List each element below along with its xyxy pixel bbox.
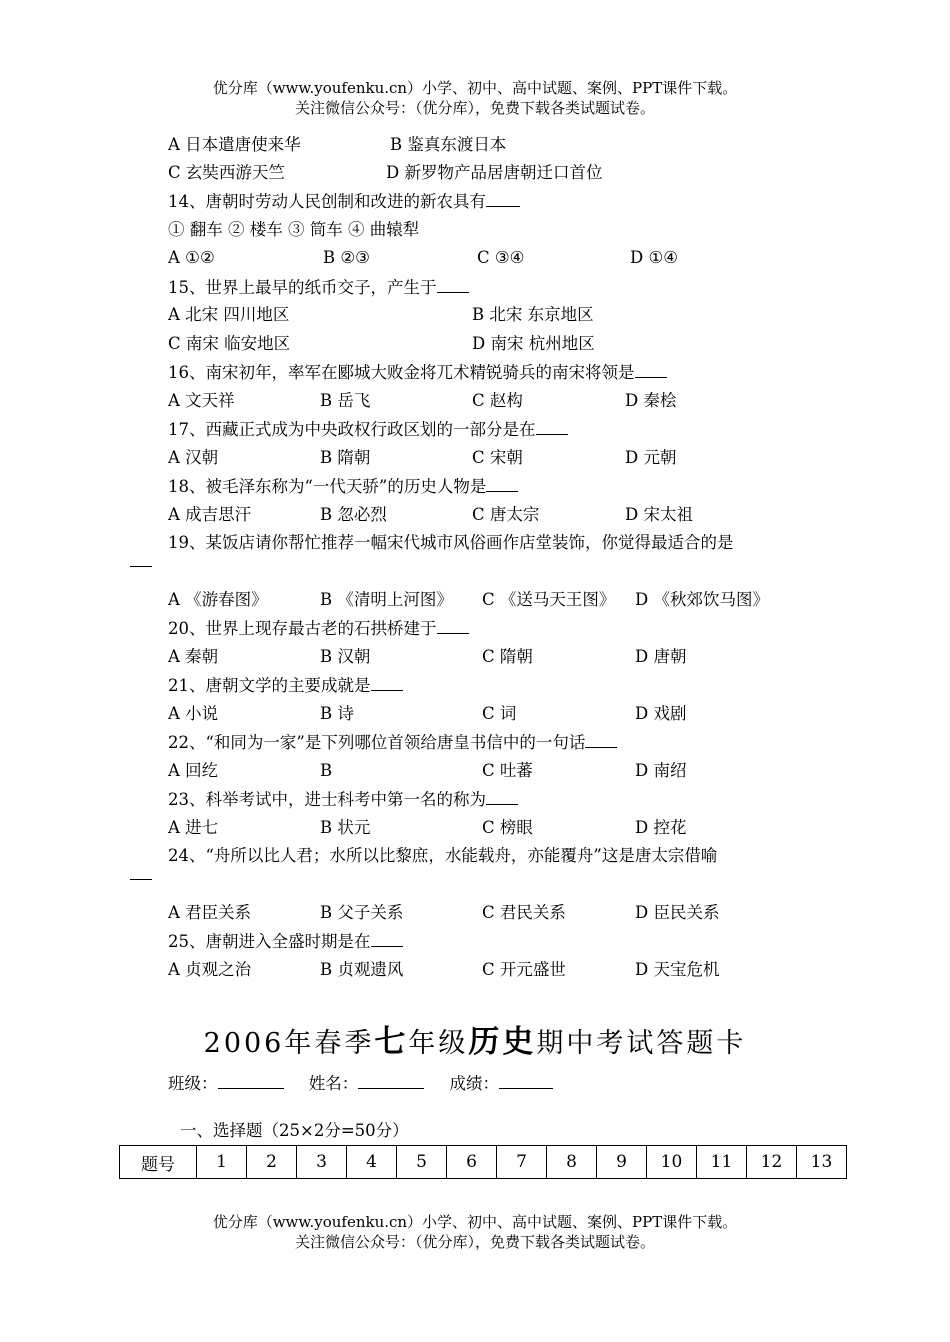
answer-blank bbox=[130, 879, 152, 880]
answer-blank bbox=[371, 674, 403, 691]
q22-stem: 22、“和同为一家”是下列哪位首领给唐皇书信中的一句话 bbox=[168, 731, 617, 754]
question-number-cell: 3 bbox=[297, 1146, 347, 1179]
q22-option-a: A 回纥 bbox=[168, 761, 219, 780]
q24-option-a: A 君臣关系 bbox=[168, 903, 252, 922]
q16-option-c: C 赵构 bbox=[472, 391, 523, 410]
q25-option-a: A 贞观之治 bbox=[168, 960, 252, 979]
q14-items: ① 翻车 ② 楼车 ③ 筒车 ④ 曲辕犁 bbox=[168, 220, 420, 239]
question-number-cell: 5 bbox=[397, 1146, 447, 1179]
q19-option-b: B 《清明上河图》 bbox=[320, 590, 453, 609]
answer-table bbox=[119, 1145, 847, 1179]
q18-option-a: A 成吉思汗 bbox=[168, 505, 252, 524]
question-number-cell: 4 bbox=[347, 1146, 397, 1179]
q21-option-b: B 诗 bbox=[320, 704, 354, 723]
q17-option-b: B 隋朝 bbox=[320, 448, 371, 467]
answer-blank bbox=[486, 475, 518, 492]
score-label: 成绩： bbox=[449, 1074, 499, 1093]
q19-option-c: C 《送马天王图》 bbox=[482, 590, 616, 609]
q23-option-b: B 状元 bbox=[320, 818, 371, 837]
score-field[interactable] bbox=[499, 1072, 553, 1089]
question-number-cell: 2 bbox=[247, 1146, 297, 1179]
q15-option-c: C 南宋 临安地区 bbox=[168, 334, 291, 353]
q15-option-b: B 北宋 东京地区 bbox=[472, 305, 594, 324]
q20-option-a: A 秦朝 bbox=[168, 647, 219, 666]
q22-option-b: B bbox=[320, 761, 333, 780]
answer-blank bbox=[486, 190, 520, 207]
q16-stem: 16、南宋初年，率军在郾城大败金将兀术精锐骑兵的南宋将领是 bbox=[168, 361, 667, 384]
q14-option-b: B ②③ bbox=[323, 248, 370, 267]
q20-option-b: B 汉朝 bbox=[320, 647, 371, 666]
q24-option-b: B 父子关系 bbox=[320, 903, 404, 922]
q13-option-a: A 日本遣唐使来华 bbox=[168, 135, 301, 154]
q20-option-d: D 唐朝 bbox=[635, 647, 687, 666]
question-number-cell: 13 bbox=[797, 1146, 847, 1179]
answer-blank bbox=[536, 418, 568, 435]
answer-blank bbox=[437, 617, 469, 634]
q19-option-a: A 《游春图》 bbox=[168, 590, 268, 609]
q18-option-b: B 忽必烈 bbox=[320, 505, 387, 524]
question-number-cell: 7 bbox=[497, 1146, 547, 1179]
answer-blank bbox=[371, 930, 403, 947]
q13-option-d: D 新罗物产品居唐朝迁口首位 bbox=[386, 163, 603, 182]
answer-card-title: 2006年春季七年级历史期中考试答题卡 bbox=[203, 1024, 747, 1060]
q16-option-b: B 岳飞 bbox=[320, 391, 371, 410]
q19-option-d: D 《秋郊饮马图》 bbox=[635, 590, 769, 609]
q17-option-a: A 汉朝 bbox=[168, 448, 219, 467]
q15-stem: 15、世界上最早的纸币交子，产生于 bbox=[168, 276, 469, 299]
q25-option-b: B 贞观遗风 bbox=[320, 960, 404, 979]
q14-option-d: D ①④ bbox=[630, 248, 679, 267]
q20-option-c: C 隋朝 bbox=[482, 647, 533, 666]
header-line-1: 优分库（www.youfenku.cn）小学、初中、高中试题、案例、PPT课件下载。 bbox=[212, 79, 738, 97]
question-number-cell: 6 bbox=[447, 1146, 497, 1179]
q13-option-b: B 鉴真东渡日本 bbox=[390, 135, 507, 154]
q23-stem: 23、科举考试中，进士科考中第一名的称为 bbox=[168, 788, 518, 811]
q20-stem: 20、世界上现存最古老的石拱桥建于 bbox=[168, 617, 469, 640]
q24-stem: 24、“舟所以比人君；水所以比黎庶，水能载舟，亦能覆舟”这是唐太宗借喻 bbox=[168, 846, 718, 865]
q25-option-c: C 开元盛世 bbox=[482, 960, 566, 979]
question-number-cell: 11 bbox=[697, 1146, 747, 1179]
q18-option-d: D 宋太祖 bbox=[625, 505, 693, 524]
footer-line-2: 关注微信公众号：（优分库），免费下载各类试题试卷。 bbox=[294, 1233, 655, 1251]
q15-option-d: D 南宋 杭州地区 bbox=[472, 334, 595, 353]
question-number-cell: 12 bbox=[747, 1146, 797, 1179]
q13-option-c: C 玄奘西游天竺 bbox=[168, 163, 285, 182]
answer-blank bbox=[437, 276, 469, 293]
question-number-cell: 1 bbox=[197, 1146, 247, 1179]
student-info-row bbox=[168, 1072, 573, 1095]
q17-option-d: D 元朝 bbox=[625, 448, 677, 467]
q22-option-c: C 吐蕃 bbox=[482, 761, 533, 780]
q25-stem: 25、唐朝进入全盛时期是在 bbox=[168, 930, 403, 953]
answer-blank bbox=[585, 731, 617, 748]
question-number-cell: 9 bbox=[597, 1146, 647, 1179]
q14-stem: 14、唐朝时劳动人民创制和改进的新农具有 bbox=[168, 190, 520, 213]
q14-option-c: C ③④ bbox=[477, 248, 525, 267]
q21-option-c: C 词 bbox=[482, 704, 517, 723]
question-number-cell: 8 bbox=[547, 1146, 597, 1179]
class-label: 班级： bbox=[168, 1074, 218, 1093]
q21-option-a: A 小说 bbox=[168, 704, 219, 723]
q22-option-d: D 南绍 bbox=[635, 761, 687, 780]
q24-option-c: C 君民关系 bbox=[482, 903, 566, 922]
q23-option-d: D 控花 bbox=[635, 818, 687, 837]
name-field[interactable] bbox=[358, 1072, 424, 1089]
q23-option-a: A 进七 bbox=[168, 818, 219, 837]
q25-option-d: D 天宝危机 bbox=[635, 960, 720, 979]
answer-blank bbox=[130, 566, 152, 567]
section-title-choice: 一、选择题（25×2分=50分） bbox=[180, 1121, 409, 1140]
table-row bbox=[120, 1146, 847, 1179]
q17-stem: 17、西藏正式成为中央政权行政区划的一部分是在 bbox=[168, 418, 568, 441]
q17-option-c: C 宋朝 bbox=[472, 448, 523, 467]
question-number-cell: 10 bbox=[647, 1146, 697, 1179]
table-header-cell: 题号 bbox=[120, 1146, 197, 1179]
name-label: 姓名： bbox=[308, 1074, 359, 1093]
q16-option-d: D 秦桧 bbox=[625, 391, 677, 410]
q21-stem: 21、唐朝文学的主要成就是 bbox=[168, 674, 403, 697]
answer-blank bbox=[635, 361, 667, 378]
q18-option-c: C 唐太宗 bbox=[472, 505, 540, 524]
header-line-2: 关注微信公众号：（优分库），免费下载各类试题试卷。 bbox=[294, 99, 655, 117]
q18-stem: 18、被毛泽东称为“一代天骄”的历史人物是 bbox=[168, 475, 518, 498]
class-field[interactable] bbox=[218, 1072, 284, 1089]
answer-blank bbox=[486, 788, 518, 805]
q21-option-d: D 戏剧 bbox=[635, 704, 687, 723]
q23-option-c: C 榜眼 bbox=[482, 818, 533, 837]
q19-stem: 19、某饭店请你帮忙推荐一幅宋代城市风俗画作店堂装饰，你觉得最适合的是 bbox=[168, 533, 734, 552]
q14-option-a: A ①② bbox=[168, 248, 215, 267]
q15-option-a: A 北宋 四川地区 bbox=[168, 305, 290, 324]
q24-option-d: D 臣民关系 bbox=[635, 903, 720, 922]
footer-line-1: 优分库（www.youfenku.cn）小学、初中、高中试题、案例、PPT课件下载。 bbox=[212, 1213, 738, 1231]
q16-option-a: A 文天祥 bbox=[168, 391, 235, 410]
